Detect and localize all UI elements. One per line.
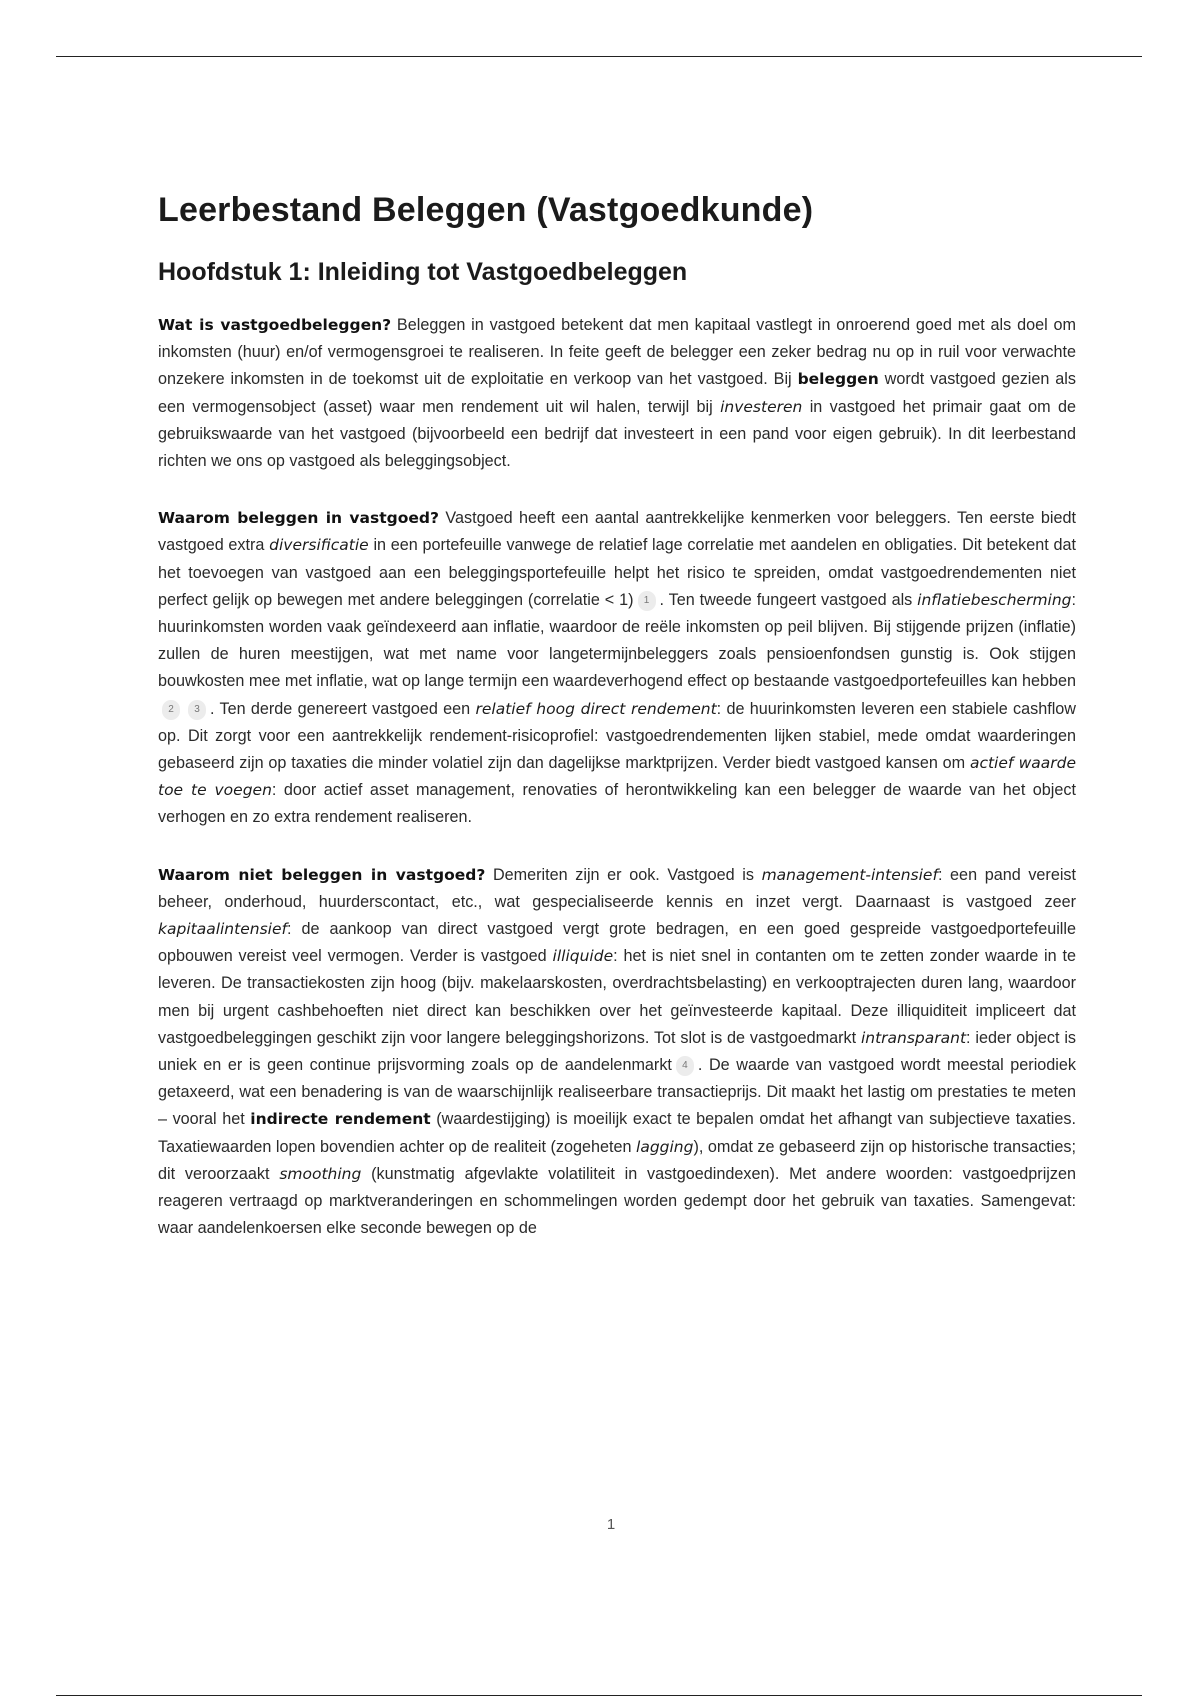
paragraph-why-not-invest bbox=[158, 862, 1076, 1243]
italic-term: intransparant bbox=[860, 1028, 967, 1047]
italic-term: actief waarde toe te voegen bbox=[158, 754, 1076, 800]
text-run: : een pand vereist beheer, onderhoud, huurderscontact, etc., wat gespecialiseerde kennis en inzet vergt. Daarnaast is vastgoed zeer bbox=[158, 865, 1077, 911]
paragraph-what-is bbox=[158, 312, 1076, 475]
page-number: 1 bbox=[606, 1516, 616, 1533]
italic-term: smoothing bbox=[279, 1164, 362, 1183]
text-run: : de aankoop van direct vastgoed vergt grote bedragen, en een goed gespreide vastgoedportefeuille opbouwen vereist veel vermogen. Verder is vastgoed bbox=[158, 920, 1076, 966]
text-run: . Ten tweede fungeert vastgoed als bbox=[659, 590, 918, 609]
text-run: (kunstmatig afgevlakte volatiliteit in vastgoedindexen). Met andere woorden: vastgoedprijzen reageren vertraagd op marktveranderingen en schommelingen worden gedempt door het gebruik van taxaties. Samengevat: waar aandelenkoersen elke seconde bewegen op de bbox=[158, 1164, 1076, 1238]
text-run: : ieder object is uniek en er is geen continue prijsvorming zoals op de aandelenmarkt bbox=[158, 1028, 1077, 1075]
text-run: (waardestijging) is moeilijk exact te bepalen omdat het afhangt van subjectieve taxaties. Taxatiewaarden lopen bovendien achter op de realiteit (zogeheten bbox=[158, 1110, 1076, 1156]
text-run: in vastgoed het primair gaat om de gebruikswaarde van het vastgoed (bijvoorbeeld een bedrijf dat investeert in een pand voor eigen gebruik). In dit leerbestand richten we ons op vastgoed als beleggingsobject. bbox=[158, 397, 1076, 471]
text-run: wordt vastgoed gezien als een vermogensobject (asset) waar men rendement uit wil halen, terwijl bij bbox=[158, 370, 1076, 416]
text-run: Demeriten zijn er ook. Vastgoed is bbox=[485, 865, 762, 884]
text-run: ), omdat ze gebaseerd zijn op historische transacties; dit veroorzaakt bbox=[158, 1137, 1076, 1183]
document-title: Leerbestand Beleggen (Vastgoedkunde) bbox=[158, 191, 814, 229]
text-run: . De waarde van vastgoed wordt meestal periodiek getaxeerd, wat een benadering is van de waarschijnlijk realiseerbare transactieprijs. Dit maakt het lastig om prestaties te meten – vooral het bbox=[158, 1056, 1076, 1129]
text-run: : huurinkomsten worden vaak geïndexeerd aan inflatie, waardoor de reële inkomsten op peil blijven. Bij stijgende prijzen (inflatie) zullen de huren meestijgen, wat met name voor langetermijnbeleggers zoals pensioenfondsen gunstig is. Ook stijgen bouwkosten mee met inflatie, wat op lange termijn een waardeverhogend effect op bestaande vastgoedportefeuilles kan hebben bbox=[158, 590, 1077, 691]
header-rule bbox=[56, 56, 1142, 57]
italic-term: kapitaalintensief bbox=[158, 920, 287, 939]
text-run: : het is niet snel in contanten om te zetten zonder waarde in te leveren. De transactiekosten zijn hoog (bijv. makelaarskosten, overdrachtsbelasting) en verkooptrajecten duren lang, waardoor men bij urgent cashbehoeften niet direct kan beschikken over het geïnvesteerde kapitaal. Deze illiquiditeit impliceert dat vastgoedbeleggingen geschikt zijn voor langere beleggingshorizons. Tot slot is de vastgoedmarkt bbox=[158, 947, 1076, 1047]
text-run: : door actief asset management, renovaties of herontwikkeling kan een belegger de waarde van het object verhogen en zo extra rendement realiseren. bbox=[158, 781, 1076, 827]
italic-term: lagging bbox=[636, 1137, 694, 1156]
text-run: : de huurinkomsten leveren een stabiele cashflow op. Dit zorgt voor een aantrekkelijk rendement-risicoprofiel: vastgoedrendementen lijken stabiel, mede omdat waarderingen gebaseerd zijn op taxaties die minder volatiel zijn dan dagelijkse marktprijzen. Verder biedt vastgoed kansen om bbox=[158, 699, 1076, 773]
italic-term: diversificatie bbox=[269, 536, 369, 555]
footer-rule bbox=[56, 1695, 1142, 1696]
text-run: . Ten derde genereert vastgoed een bbox=[210, 699, 476, 718]
text-run: Vastgoed heeft een aantal aantrekkelijke kenmerken voor beleggers. Ten eerste biedt vastgoed extra bbox=[158, 509, 1076, 555]
footnote-ref-4[interactable]: 4 bbox=[676, 1056, 694, 1076]
chapter-heading: Hoofdstuk 1: Inleiding tot Vastgoedbeleggen bbox=[158, 258, 688, 286]
footnote-ref-3[interactable]: 3 bbox=[188, 700, 206, 720]
paragraph-lead: Waarom beleggen in vastgoed? bbox=[158, 509, 439, 528]
italic-term: illiquide bbox=[552, 947, 614, 966]
paragraph-lead: Waarom niet beleggen in vastgoed? bbox=[158, 865, 486, 884]
italic-term: inflatiebescherming bbox=[917, 590, 1072, 609]
footnote-ref-1[interactable]: 1 bbox=[638, 591, 656, 611]
italic-term: relatief hoog direct rendement bbox=[475, 699, 717, 718]
italic-term: management-intensief bbox=[761, 865, 938, 884]
bold-term: beleggen bbox=[797, 370, 879, 389]
paragraph-lead: Wat is vastgoedbeleggen? bbox=[158, 316, 392, 334]
footnote-ref-2[interactable]: 2 bbox=[162, 700, 180, 720]
document-body bbox=[158, 186, 1076, 1273]
bold-term: indirecte rendement bbox=[250, 1110, 431, 1129]
text-run: in een portefeuille vanwege de relatief lage correlatie met aandelen en obligaties. Dit betekent dat het toevoegen van vastgoed aan een beleggingsportefeuille helpt het risico te spreiden, omdat vastgoedrendementen niet perfect gelijk op bewegen met andere beleggingen (correlatie < 1) bbox=[158, 536, 1076, 609]
paragraph-why-invest bbox=[158, 505, 1076, 831]
text-run: Beleggen in vastgoed betekent dat men kapitaal vastlegt in onroerend goed met als doel om inkomsten (huur) en/of vermogensgroei te realiseren. In feite geeft de belegger een zeker bedrag nu op in ruil voor verwachte onzekere inkomsten in de toekomst uit de exploitatie en verkoop van het vastgoed. Bij bbox=[158, 316, 1076, 389]
italic-term: investeren bbox=[720, 397, 803, 416]
